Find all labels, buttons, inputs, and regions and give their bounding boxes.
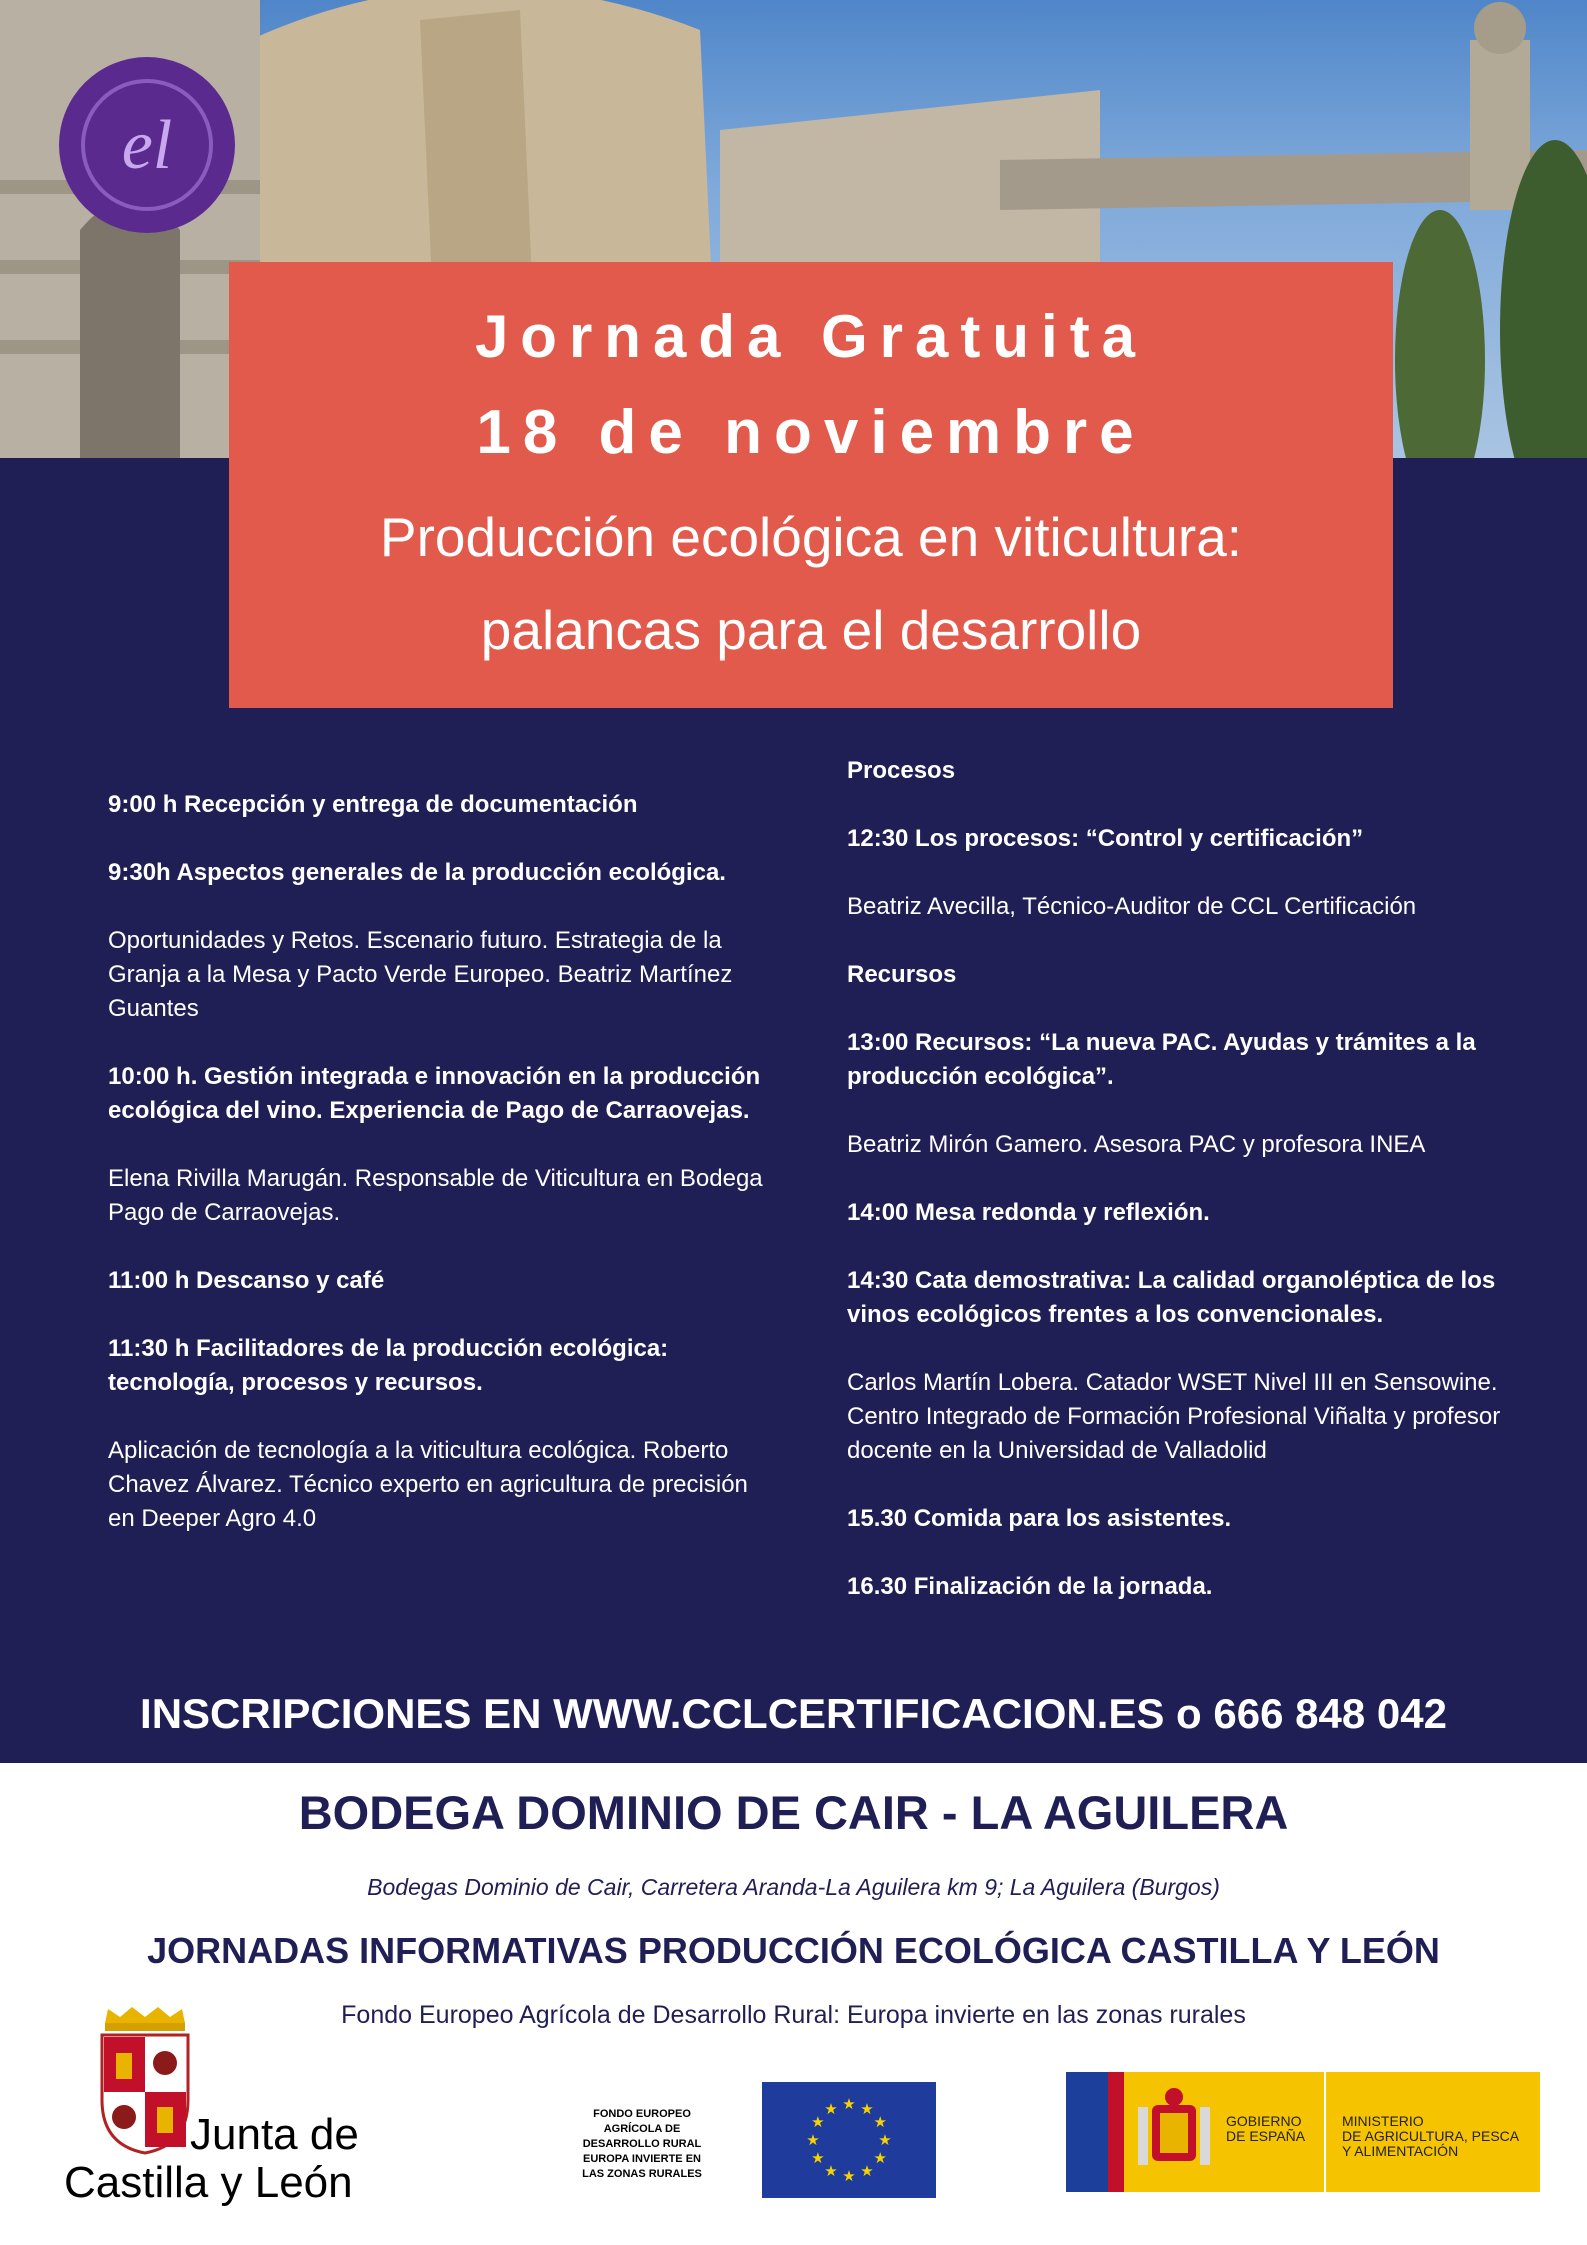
eu-star-icon: ★ bbox=[811, 2150, 825, 2167]
logo-text-line: AGRÍCOLA DE bbox=[603, 2123, 681, 2135]
flag-strip-red bbox=[1108, 2072, 1124, 2192]
program-item: Carlos Martín Lobera. Catador WSET Nivel III en Sensowine. Centro Integrado de Formación Profesional Viñalta y profesor docente en la Universidad de Valladolid bbox=[847, 1369, 1501, 1464]
registration-info: INSCRIPCIONES EN WWW.CCLCERTIFICACION.ES o 666 848 042 bbox=[140, 1690, 1447, 1737]
jcyl-text-1: Junta de bbox=[190, 2110, 359, 2159]
logo-text-line: LAS ZONAS RURALES bbox=[582, 2168, 702, 2180]
program-item: Recursos bbox=[847, 961, 957, 988]
venue-name: BODEGA DOMINIO DE CAIR - LA AGUILERA bbox=[298, 1786, 1289, 1839]
program-item: 10:00 h. Gestión integrada e innovación en la producción ecológica del vino. Experiencia de Pago de Carraovejas. bbox=[108, 1063, 761, 1124]
program-item: 16.30 Finalización de la jornada. bbox=[847, 1573, 1213, 1600]
logo-text-line: GOBIERNO bbox=[1226, 2113, 1302, 2129]
eu-star-icon: ★ bbox=[842, 2168, 856, 2185]
eu-star-icon: ★ bbox=[842, 2096, 856, 2113]
program-left-column bbox=[108, 788, 768, 1570]
program-item: Beatriz Avecilla, Técnico-Auditor de CCL Certificación bbox=[847, 893, 1417, 920]
program-item: 9:00 h Recepción y entrega de documentación bbox=[108, 791, 638, 818]
series-title: JORNADAS INFORMATIVAS PRODUCCIÓN ECOLÓGICA CASTILLA Y LEÓN bbox=[147, 1930, 1440, 1971]
seal-logo bbox=[52, 50, 242, 240]
eu-star-icon: ★ bbox=[824, 2100, 838, 2118]
eu-star-icon: ★ bbox=[878, 2132, 892, 2149]
jcyl-shield-icon bbox=[90, 2005, 200, 2155]
eu-flag-icon bbox=[762, 2082, 936, 2198]
logo-text-line: DE AGRICULTURA, PESCA bbox=[1342, 2128, 1520, 2144]
program-item: 11:00 h Descanso y café bbox=[108, 1267, 385, 1294]
eu-star-icon: ★ bbox=[860, 2163, 874, 2181]
logo-text-line: Y ALIMENTACIÓN bbox=[1342, 2143, 1459, 2159]
eu-star-icon: ★ bbox=[806, 2132, 820, 2149]
logo-separator bbox=[1324, 2072, 1326, 2192]
program-item: Oportunidades y Retos. Escenario futuro. Estrategia de la Granja a la Mesa y Pacto Verde Europeo. Beatriz Martínez Guantes bbox=[108, 927, 733, 1022]
jcyl-text-2: Castilla y León bbox=[64, 2158, 353, 2207]
ministerio-text bbox=[1342, 2114, 1519, 2159]
program-item: 9:30h Aspectos generales de la producción ecológica. bbox=[108, 859, 726, 886]
flag-strip bbox=[1066, 2072, 1108, 2192]
program-item: 12:30 Los procesos: “Control y certificación” bbox=[847, 825, 1364, 852]
event-title-line2: palancas para el desarrollo bbox=[480, 599, 1142, 661]
program-item: 11:30 h Facilitadores de la producción ecológica: tecnología, procesos y recursos. bbox=[108, 1335, 669, 1396]
feader-motto: Fondo Europeo Agrícola de Desarrollo Rural: Europa invierte en las zonas rurales bbox=[341, 2001, 1246, 2029]
eu-star-icon: ★ bbox=[873, 2114, 887, 2131]
logo-text-line: FONDO EUROPEO bbox=[593, 2108, 691, 2120]
seal-letters: el bbox=[121, 107, 173, 184]
event-title-line1: Producción ecológica en viticultura: bbox=[379, 506, 1243, 568]
program-item: Procesos bbox=[847, 757, 956, 784]
eu-star-icon: ★ bbox=[860, 2100, 874, 2118]
program-item: Beatriz Mirón Gamero. Asesora PAC y profesora INEA bbox=[847, 1131, 1426, 1158]
eu-star-icon: ★ bbox=[873, 2150, 887, 2167]
gobierno-text bbox=[1226, 2114, 1305, 2144]
program-right-column bbox=[847, 754, 1507, 1638]
logo-text-line: MINISTERIO bbox=[1342, 2113, 1424, 2129]
logo-text-line: DESARROLLO RURAL bbox=[582, 2138, 702, 2150]
program-item: 15.30 Comida para los asistentes. bbox=[847, 1505, 1232, 1532]
title-box bbox=[229, 262, 1393, 708]
logo-text-line: EUROPA INVIERTE EN bbox=[583, 2153, 701, 2165]
gobierno-logo bbox=[1066, 2072, 1540, 2192]
eu-star-icon: ★ bbox=[811, 2114, 825, 2131]
eu-star-icon: ★ bbox=[824, 2163, 838, 2181]
program-item: 14:30 Cata demostrativa: La calidad organoléptica de los vinos ecológicos frentes a los convencionales. bbox=[847, 1267, 1496, 1328]
logo-text-line: DE ESPAÑA bbox=[1226, 2128, 1306, 2144]
program-item: Elena Rivilla Marugán. Responsable de Viticultura en Bodega Pago de Carraovejas. bbox=[108, 1165, 763, 1226]
program-item: 14:00 Mesa redonda y reflexión. bbox=[847, 1199, 1210, 1226]
jcyl-logo bbox=[60, 2005, 420, 2225]
feader-logo-text bbox=[562, 2107, 722, 2182]
program-item: 13:00 Recursos: “La nueva PAC. Ayudas y trámites a la producción ecológica”. bbox=[847, 1029, 1476, 1090]
event-type: Jornada Gratuita bbox=[474, 303, 1148, 370]
event-date: 18 de noviembre bbox=[476, 398, 1146, 467]
program-item: Aplicación de tecnología a la viticultura ecológica. Roberto Chavez Álvarez. Técnico experto en agricultura de precisión en Deeper Agro 4.0 bbox=[108, 1437, 748, 1532]
spain-coat-of-arms-icon bbox=[1134, 2087, 1214, 2177]
venue-address: Bodegas Dominio de Cair, Carretera Aranda-La Aguilera km 9; La Aguilera (Burgos) bbox=[367, 1874, 1220, 1900]
